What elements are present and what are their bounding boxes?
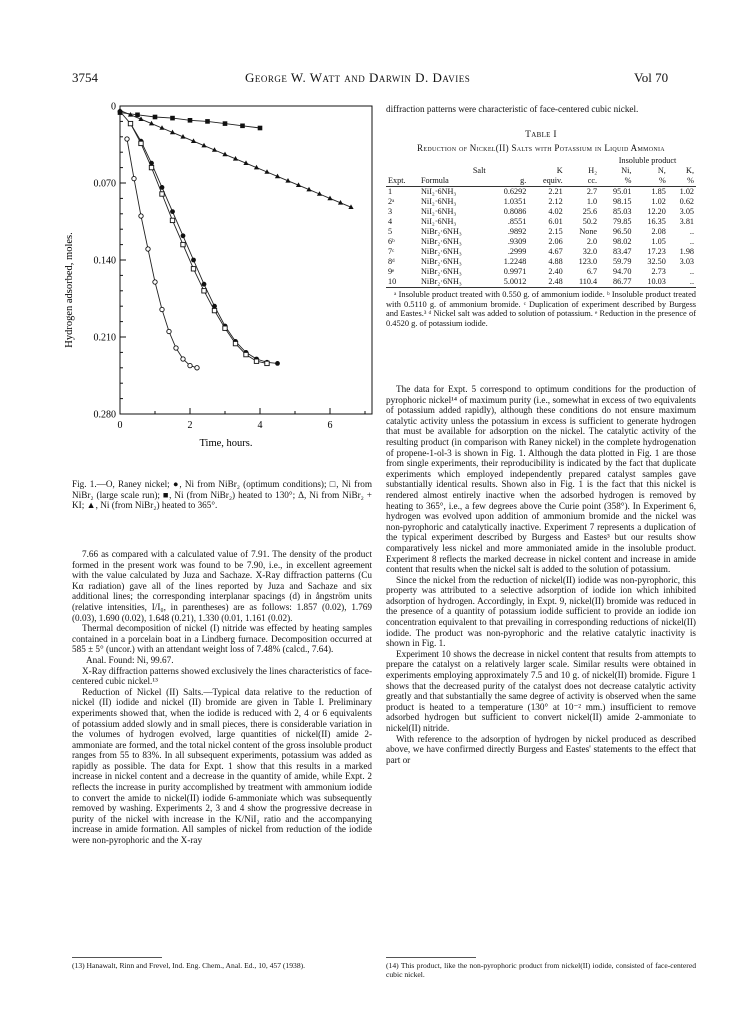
table-cell: ..	[668, 277, 696, 288]
data-point	[174, 346, 178, 350]
table-cell: .2999	[507, 247, 527, 257]
left-column-text	[72, 549, 372, 846]
data-point	[160, 307, 164, 311]
data-point	[202, 289, 206, 293]
table-cell: 2.06	[548, 237, 563, 247]
k-header: K	[556, 166, 563, 176]
table-cell: 4.88	[548, 257, 563, 267]
table-cell: None	[579, 227, 598, 237]
table-cell: 2ᵃ	[388, 197, 395, 207]
col-header: Formula	[419, 176, 488, 187]
table-cell: .9309	[507, 237, 527, 247]
data-point	[167, 329, 171, 333]
data-point	[146, 247, 150, 251]
table-cell: 110.4	[565, 277, 599, 288]
data-point	[181, 242, 185, 246]
data-point	[191, 258, 196, 263]
data-point	[223, 326, 227, 330]
figure-caption: Fig. 1.—O, Raney nickel; ●, Ni from NiBr₂ (optimum conditions); □, Ni from NiBr₂ (large scale run); ■, Ni (from NiBr₂) heated to 130°; Δ, Ni from NiBr₂ + KI; ▲, Ni (from NiBr₂) heated to 365°.	[72, 479, 372, 511]
data-point	[202, 282, 207, 287]
table-cell: 1.05	[651, 237, 666, 247]
data-point	[181, 357, 185, 361]
h2-header: H₂	[588, 166, 598, 176]
table-1-block	[386, 130, 696, 329]
table-label: Table I	[525, 130, 557, 140]
footnote-rule	[386, 957, 476, 958]
table-cell: ..	[689, 227, 694, 237]
table-cell: 2.15	[548, 227, 563, 237]
table-cell: 95.01	[613, 187, 632, 197]
col-header: %	[599, 176, 633, 187]
table-cell: 10.03	[633, 277, 667, 288]
table-1	[386, 156, 696, 288]
footnote-14: (14) This product, like the non-pyrophoric product from nickel(II) iodide, consisted of face-centered cubic nickel.	[386, 961, 696, 979]
table-cell: 3	[388, 207, 393, 217]
series-line	[131, 124, 268, 364]
table-cell: NiI₂·6NH₃	[421, 207, 457, 217]
table-cell: 0.8086	[503, 207, 527, 217]
kpct-header: K,	[686, 166, 694, 176]
table-cell: 1.98	[679, 247, 694, 257]
table-cell: 17.23	[647, 247, 666, 257]
data-point	[195, 366, 199, 370]
data-point	[233, 341, 237, 345]
data-point	[139, 141, 143, 145]
table-cell: 5.0012	[488, 277, 529, 288]
col-header: g.	[488, 176, 529, 187]
table-cell: 1.02	[679, 187, 694, 197]
data-point	[153, 280, 157, 284]
right-continuation: diffraction patterns were characteristic of face-centered cubic nickel.	[386, 104, 639, 114]
table-cell: 6.7	[586, 267, 598, 277]
table-row	[386, 257, 696, 267]
col-header: %	[633, 176, 667, 187]
table-cell: 8ᵈ	[388, 257, 395, 267]
data-point	[181, 233, 186, 238]
table-cell: 1.85	[651, 187, 666, 197]
col-header: equiv.	[528, 176, 564, 187]
data-point	[128, 121, 132, 125]
table-cell: 1	[388, 187, 393, 197]
table-cell: 86.77	[599, 277, 633, 288]
table-cell: 2.21	[548, 187, 563, 197]
y-axis-label: Hydrogen adsorbed, moles.	[64, 232, 75, 348]
right-paragraph-4: With reference to the adsorption of hydrogen by nickel produced as described above, we have confirmed directly Burgess and Eastes' statements to the effect that part or	[386, 733, 696, 765]
data-point	[160, 192, 164, 196]
table-row	[386, 237, 696, 247]
table-cell: 2.0	[586, 237, 598, 247]
table-title: Reduction of Nickel(II) Salts with Potassium in Liquid Ammonia	[417, 142, 665, 153]
data-point	[223, 121, 228, 126]
right-paragraph-2: Since the nickel from the reduction of nickel(II) iodide was non-pyrophoric, this property was attributed to a selective adsorption of iodide ion which inhibited adsorption of hydrogen. Accordingly, in Expt. 9, nickel(II) bromide was reduced in the presence of a quantity of potassium iodide sufficient to provide an iodide ion concentration equivalent to that prevailing in corresponding reductions of nickel(II) iodide. The product was non-pyrophoric and the relative catalytic inactivity is shown in Fig. 1.	[386, 574, 696, 649]
table-cell: 1.0	[586, 197, 598, 207]
table-cell: 2.40	[548, 267, 563, 277]
data-point	[188, 363, 192, 367]
data-point	[258, 126, 263, 131]
y-tick-label: 0.280	[93, 409, 116, 421]
table-cell: 4.67	[548, 247, 563, 257]
table-cell: NiI₂·6NH₃	[421, 187, 457, 197]
left-paragraph-3: Anal. Found: Ni, 99.67.	[86, 654, 174, 665]
table-row	[386, 267, 696, 277]
table-cell: 85.03	[613, 207, 632, 217]
data-point	[254, 359, 258, 363]
footnote-rule	[72, 957, 162, 958]
table-cell: 10	[386, 277, 419, 288]
table-cell: 32.50	[647, 257, 666, 267]
table-cell: 16.35	[647, 217, 666, 227]
table-cell: 96.50	[613, 227, 632, 237]
data-point	[125, 137, 129, 141]
table-cell: 2.73	[651, 267, 666, 277]
table-cell: 2.12	[548, 197, 563, 207]
right-column-top	[386, 104, 696, 115]
table-cell: 50.2	[582, 217, 598, 227]
table-cell: 25.6	[582, 207, 598, 217]
volume-label: Vol 70	[634, 70, 669, 85]
table-cell: 5	[388, 227, 393, 237]
n-header: N,	[657, 166, 666, 176]
insoluble-header: Insoluble product	[618, 156, 677, 166]
data-point	[149, 165, 153, 169]
data-point	[275, 361, 280, 366]
table-cell: 79.85	[613, 217, 632, 227]
y-tick-label: 0.210	[93, 332, 116, 344]
x-tick-label: 2	[187, 420, 193, 431]
y-tick-label: 0.070	[93, 178, 116, 190]
table-row	[386, 207, 696, 217]
left-paragraph-5: Reduction of Nickel (II) Salts.—Typical data relative to the reduction of nickel (II) iodide and nickel (II) bromide are given in Table I. Preliminary experiments showed that, when the iodide is reduced with 2, 4 or 6 equivalents of potassium added slowly and in small pieces, there is considerable variation in the volumes of hydrogen evolved, large quantities of nickel(II) amide 2-ammoniate are formed, and the total nickel content of the gross insoluble product ranges from 55 to 83%. In all subsequent experiments, potassium was added as rapidly as possible. The data for Expt. 1 show that this results in a marked increase in nickel content and a decrease in the quantity of amide, while Expt. 2 reflects the increase in purity accomplished by treatment with ammonium iodide to convert the amide to nickel(II) iodide 6-ammoniate which was subsequently removed by washing. Experiments 2, 3 and 4 show the progressive decrease in purity of the nickel with increase in the K/NiI₂ ratio and the accompanying increase in amide formation. All samples of nickel from reduction of the iodide were non-pyrophoric and the X-ray	[72, 686, 372, 846]
ni-header: Ni,	[621, 166, 632, 176]
table-cell: 12.20	[647, 207, 666, 217]
table-cell: ..	[689, 237, 694, 247]
page-number: 3754	[72, 70, 98, 85]
table-cell: 0.9971	[503, 267, 527, 277]
table-cell: NiI₂·6NH₃	[421, 197, 457, 207]
left-footnote-block	[72, 953, 372, 970]
plot-frame	[120, 106, 372, 414]
data-point	[118, 109, 123, 114]
figure-caption-block	[72, 479, 372, 511]
data-point	[139, 214, 143, 218]
table-cell: 1.0351	[503, 197, 527, 207]
table-cell: 6ᵇ	[388, 237, 395, 247]
y-tick-label: 0.140	[93, 255, 116, 267]
table-cell: NiBr₂·6NH₃	[421, 227, 462, 237]
data-point	[188, 118, 193, 123]
right-paragraph-3: Experiment 10 shows the decrease in nickel content that results from attempts to prepare the catalyst on a relatively larger scale. Similar results were obtained in experiments employing approximately 7.5 and 10 g. of nickel(II) bromide. Figure 1 shows that the decreased purity of the catalyst does not decrease catalytic activity greatly and that substantially the same degree of activity is observed when the same product is heated to a temperature (130° at 10⁻² mm.) insufficient to remove adsorbed hydrogen but sufficient to convert nickel(II) amide 2-ammoniate to nickel(II) nitride.	[386, 648, 696, 733]
table-cell: NiBr₂·6NH₃	[421, 247, 462, 257]
table-cell: 6.01	[548, 217, 563, 227]
table-cell: 83.47	[613, 247, 632, 257]
salt-header: Salt	[472, 166, 486, 176]
table-cell: 7ᶜ	[388, 247, 395, 257]
table-cell: NiBr₂·6NH₃	[421, 257, 462, 267]
table-cell: 4	[388, 217, 393, 227]
x-axis-label: Time, hours.	[199, 438, 253, 449]
left-paragraph-2: Thermal decomposition of nickel (I) nitride was effected by heating samples contained in a porcelain boat in a Lindberg furnace. Decomposition occurred at 585 ± 5° (uncor.) with an attendant weight loss of 7.48% (calcd., 7.64).	[72, 623, 372, 655]
table-cell: 3.03	[679, 257, 694, 267]
right-footnote-block	[386, 953, 696, 979]
table-cell: 0.6292	[503, 187, 527, 197]
table-row	[386, 227, 696, 237]
data-point	[244, 352, 248, 356]
right-column-text	[386, 384, 696, 765]
figure-1-chart	[52, 92, 382, 474]
table-cell: 0.62	[679, 197, 694, 207]
col-header: Expt.	[386, 176, 419, 187]
data-point	[265, 361, 269, 365]
running-authors: George W. Watt and Darwin D. Davies	[245, 70, 471, 85]
table-cell: .8551	[507, 217, 527, 227]
table-notes: ᵃ Insoluble product treated with 0.550 g. of ammonium iodide. ᵇ Insoluble product treated with 0.5110 g. of ammonium bromide. ᶜ Duplication of experiment described by Burgess and Eastes.³ ᵈ Nickel salt was added to solution of potassium. ᵉ Reduction in the presence of 0.4520 g. of potassium iodide.	[386, 290, 696, 328]
table-row	[386, 197, 696, 207]
table-cell: 1.02	[651, 197, 666, 207]
data-point	[153, 115, 158, 120]
y-tick-label: 0	[111, 101, 116, 113]
data-point	[205, 119, 210, 124]
table-cell: NiI₂·6NH₃	[421, 217, 457, 227]
table-cell: 98.02	[613, 237, 632, 247]
data-point	[240, 124, 245, 129]
data-point	[191, 267, 195, 271]
table-cell: 1.2248	[503, 257, 527, 267]
data-point	[135, 113, 140, 118]
table-cell: 123.0	[578, 257, 598, 267]
table-cell: .9892	[507, 227, 527, 237]
table-cell: NiBr₂·6NH₃	[419, 277, 488, 288]
table-cell: 94.70	[613, 267, 632, 277]
table-cell: 4.02	[548, 207, 563, 217]
table-row	[386, 247, 696, 257]
table-row	[386, 217, 696, 227]
table-row	[386, 187, 696, 198]
x-tick-label: 6	[327, 420, 333, 431]
table-cell: NiBr₂·6NH₃	[421, 237, 462, 247]
footnote-13: (13) Hanawalt, Rinn and Frevel, Ind. Eng. Chem., Anal. Ed., 10, 457 (1938).	[72, 961, 306, 970]
data-point	[170, 209, 175, 214]
table-cell: 59.79	[613, 257, 632, 267]
table-cell: 2.7	[586, 187, 598, 197]
table-row	[386, 277, 696, 288]
table-cell: 3.81	[679, 217, 694, 227]
table-cell: 2.48	[528, 277, 564, 288]
right-paragraph-1: The data for Expt. 5 correspond to optimum conditions for the production of pyrophoric nickel¹⁴ of maximum purity (i.e., somewhat in excess of two equivalents of potassium added rapidly), although these conditions do not ensure maximum catalytic activity unless the potassium in excess is sufficient to generate hydrogen that must be available for adsorption on the nickel. The catalytic activity of the resulting product (in comparison with Raney nickel) in the complete hydrogenation of propene-1-ol-3 is shown in Fig. 1. Although the data plotted in Fig. 1 are those from single experiments, their reproducibility is indicated by the fact that duplicate experiments which employed independently prepared catalyst samples gave substantially identical results. Shown also in Fig. 1 is the fact that this nickel is rendered almost entirely inactive when the adsorbed hydrogen is removed by heating to 365°, i.e., a few degrees above the Curie point (358°). In Experiment 6, hydrogen was evolved upon addition of ammonium bromide and the nickel was non-pyrophoric and catalytically inactive. Experiment 7 represents a duplication of the typical experiment described by Burgess and Eastes³ but our results show comparatively less nickel and more ammoniated amide in the insoluble product. Experiment 8 reflects the marked decrease in nickel content and increase in amide content that results when the nickel salt is added to the solution of potassium.	[386, 384, 696, 575]
table-cell: 2.08	[651, 227, 666, 237]
table-cell: 32.0	[582, 247, 598, 257]
x-tick-label: 4	[257, 420, 263, 431]
left-paragraph-1: 7.66 as compared with a calculated value of 7.91. The density of the product formed in the present work was found to be 7.90, i.e., in excellent agreement with the value calculated by Juza and Sachaze. X-Ray diffraction patterns (Cu Kα radiation) gave all of the lines reported by Juza and Sachaze and six additional lines; the corresponding interplanar spacings (d) in ångström units (relative intensities, I/I₀, in parentheses) are as follows: 1.857 (0.02), 1.769 (0.03), 1.690 (0.02), 1.648 (0.21), 1.330 (0.01, 1.161 (0.02).	[72, 549, 372, 623]
data-point	[132, 176, 136, 180]
x-tick-label: 0	[117, 420, 123, 431]
col-header: %	[668, 176, 696, 187]
table-cell: 98.15	[613, 197, 632, 207]
col-header: cc.	[565, 176, 599, 187]
table-cell: ..	[689, 267, 694, 277]
table-cell: 3.05	[679, 207, 694, 217]
data-point	[170, 116, 175, 121]
data-point	[212, 308, 216, 312]
left-paragraph-4: X-Ray diffraction patterns showed exclusively the lines characteristics of face-centered cubic nickel.¹³	[72, 665, 372, 687]
table-cell: NiBr₂·6NH₃	[421, 267, 462, 277]
data-point	[170, 218, 174, 222]
table-cell: 9ᵉ	[388, 267, 395, 277]
